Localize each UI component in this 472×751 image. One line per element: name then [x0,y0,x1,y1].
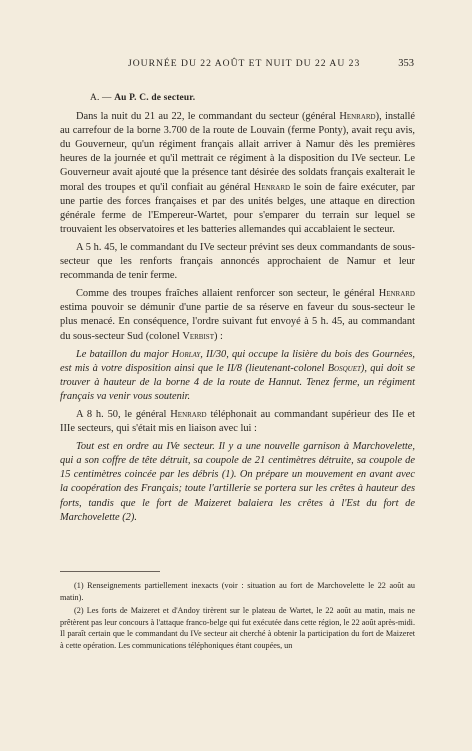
text-run: le soin de faire exécuter, par une partie des forces françaises et par des unités belges, une attaque en direction générale ferme de l'Empereur-Wartet, pour s'emparer du terrain sur lequel se trouvaient les observatoires et les batteries allemandes qui accablaient le secteur. [60,181,415,235]
text-run: téléphonait au commandant supérieur des IIe et IIIe secteurs, qui s'était mis en liaison avec lui : [60,408,415,435]
footnotes [60,571,415,654]
paragraph [60,110,415,237]
section-letter: A. — [90,93,112,103]
text-run: ), qui doit se trouver à hauteur de la borne 4 de la route de Hannut. Tenez ferme, un régiment français va venir vous soutenir. [60,362,415,402]
running-title: JOURNÉE DU 22 AOÛT ET NUIT DU 22 AU 23 [128,58,361,69]
proper-name: Verbist [182,330,214,342]
text-run: A 8 h. 50, le général [76,408,171,420]
proper-name: Bosquet [327,362,361,374]
footnote: (2) Les forts de Maizeret et d'Andoy tirèrent sur le plateau de Wartet, le 22 août au matin, mais ne prêtèrent pas leur concours à l'attaque franco-belge qui fut exécutée dans cette région, le 22 août après-midi. Il paraît certain que le commandant du IVe secteur ait cherché à obtenir la participation du fort de Maizeret à cette opération. Les communications téléphoniques étant coupées, un [60,606,415,650]
text-run: Tout est en ordre au IVe secteur. Il y a une nouvelle garnison à Marchovelette, qui a son coffre de tête détruit, sa coupole de 21 centimètres détruite, sa coupole de 15 centimètres coincée par les débris (1). On prépare un mouvement en avant avec la coopération des Français; toute l'artillerie se portera sur les crêtes à hauteur des forts, tandis que le fort de Maizeret balaiera les crêtes à l'Est du fort de Marchovelette (2). [60,441,415,523]
section-heading [90,91,415,105]
text-run: Dans la nuit du 21 au 22, le commandant du secteur (général [76,111,340,123]
main-text [60,91,415,529]
paragraph [60,348,415,404]
page-number: 353 [398,58,414,69]
text-run: Le bataillon du major [76,348,172,360]
proper-name: Henrard [378,288,415,300]
paragraph [60,408,415,436]
text-run: Comme des troupes fraîches allaient renforcer son secteur, le général [76,288,379,300]
text-run: ), installé au carrefour de la borne 3.700 de la route de Louvain (ferme Ponty), avait reçu avis, du Gouverneur, qu'un régiment français allait arriver à Namur dès les premières heures de la journée et qu'il mettrait ce régiment à la disposition du IVe secteur. Le Gouverneur avait ajouté que la présence tant désirée des soldats français exalterait le moral des troupes et qu'il confiait au général [60,111,416,193]
paragraph [60,440,415,525]
paragraph [60,241,415,283]
paragraphs [60,110,415,525]
proper-name: Henrard [339,111,376,123]
text-run: , II/30, qui occupe la lisière du bois des Gournées, est mis à votre disposition ainsi que le II/8 (lieutenant-colonel [60,348,416,374]
section-title: Au P. C. de secteur. [114,93,196,103]
footnote: (1) Renseignements partiellement inexacts (voir : situation au fort de Marchovelette le 22 août au matin). [60,581,415,602]
text-run: ) : [213,330,223,342]
text-run: A 5 h. 45, le commandant du IVe secteur prévint ses deux commandants de sous-secteur que les renforts français annoncés approchaient de Namur et leur recommanda de tenir ferme. [60,241,415,282]
text-run: estima pouvoir se démunir d'une partie de sa réserve en faveur du sous-secteur le plus menacé. En conséquence, l'ordre suivant fut envoyé à 5 h. 45, au commandant du sous-secteur Sud (colonel [60,302,415,342]
footnote-list [60,580,415,652]
proper-name: Henrard [170,408,207,420]
running-header [60,58,414,74]
footnote-rule [60,571,160,572]
proper-name: Horlay [171,348,201,360]
proper-name: Henrard [253,181,291,193]
paragraph [60,287,415,343]
